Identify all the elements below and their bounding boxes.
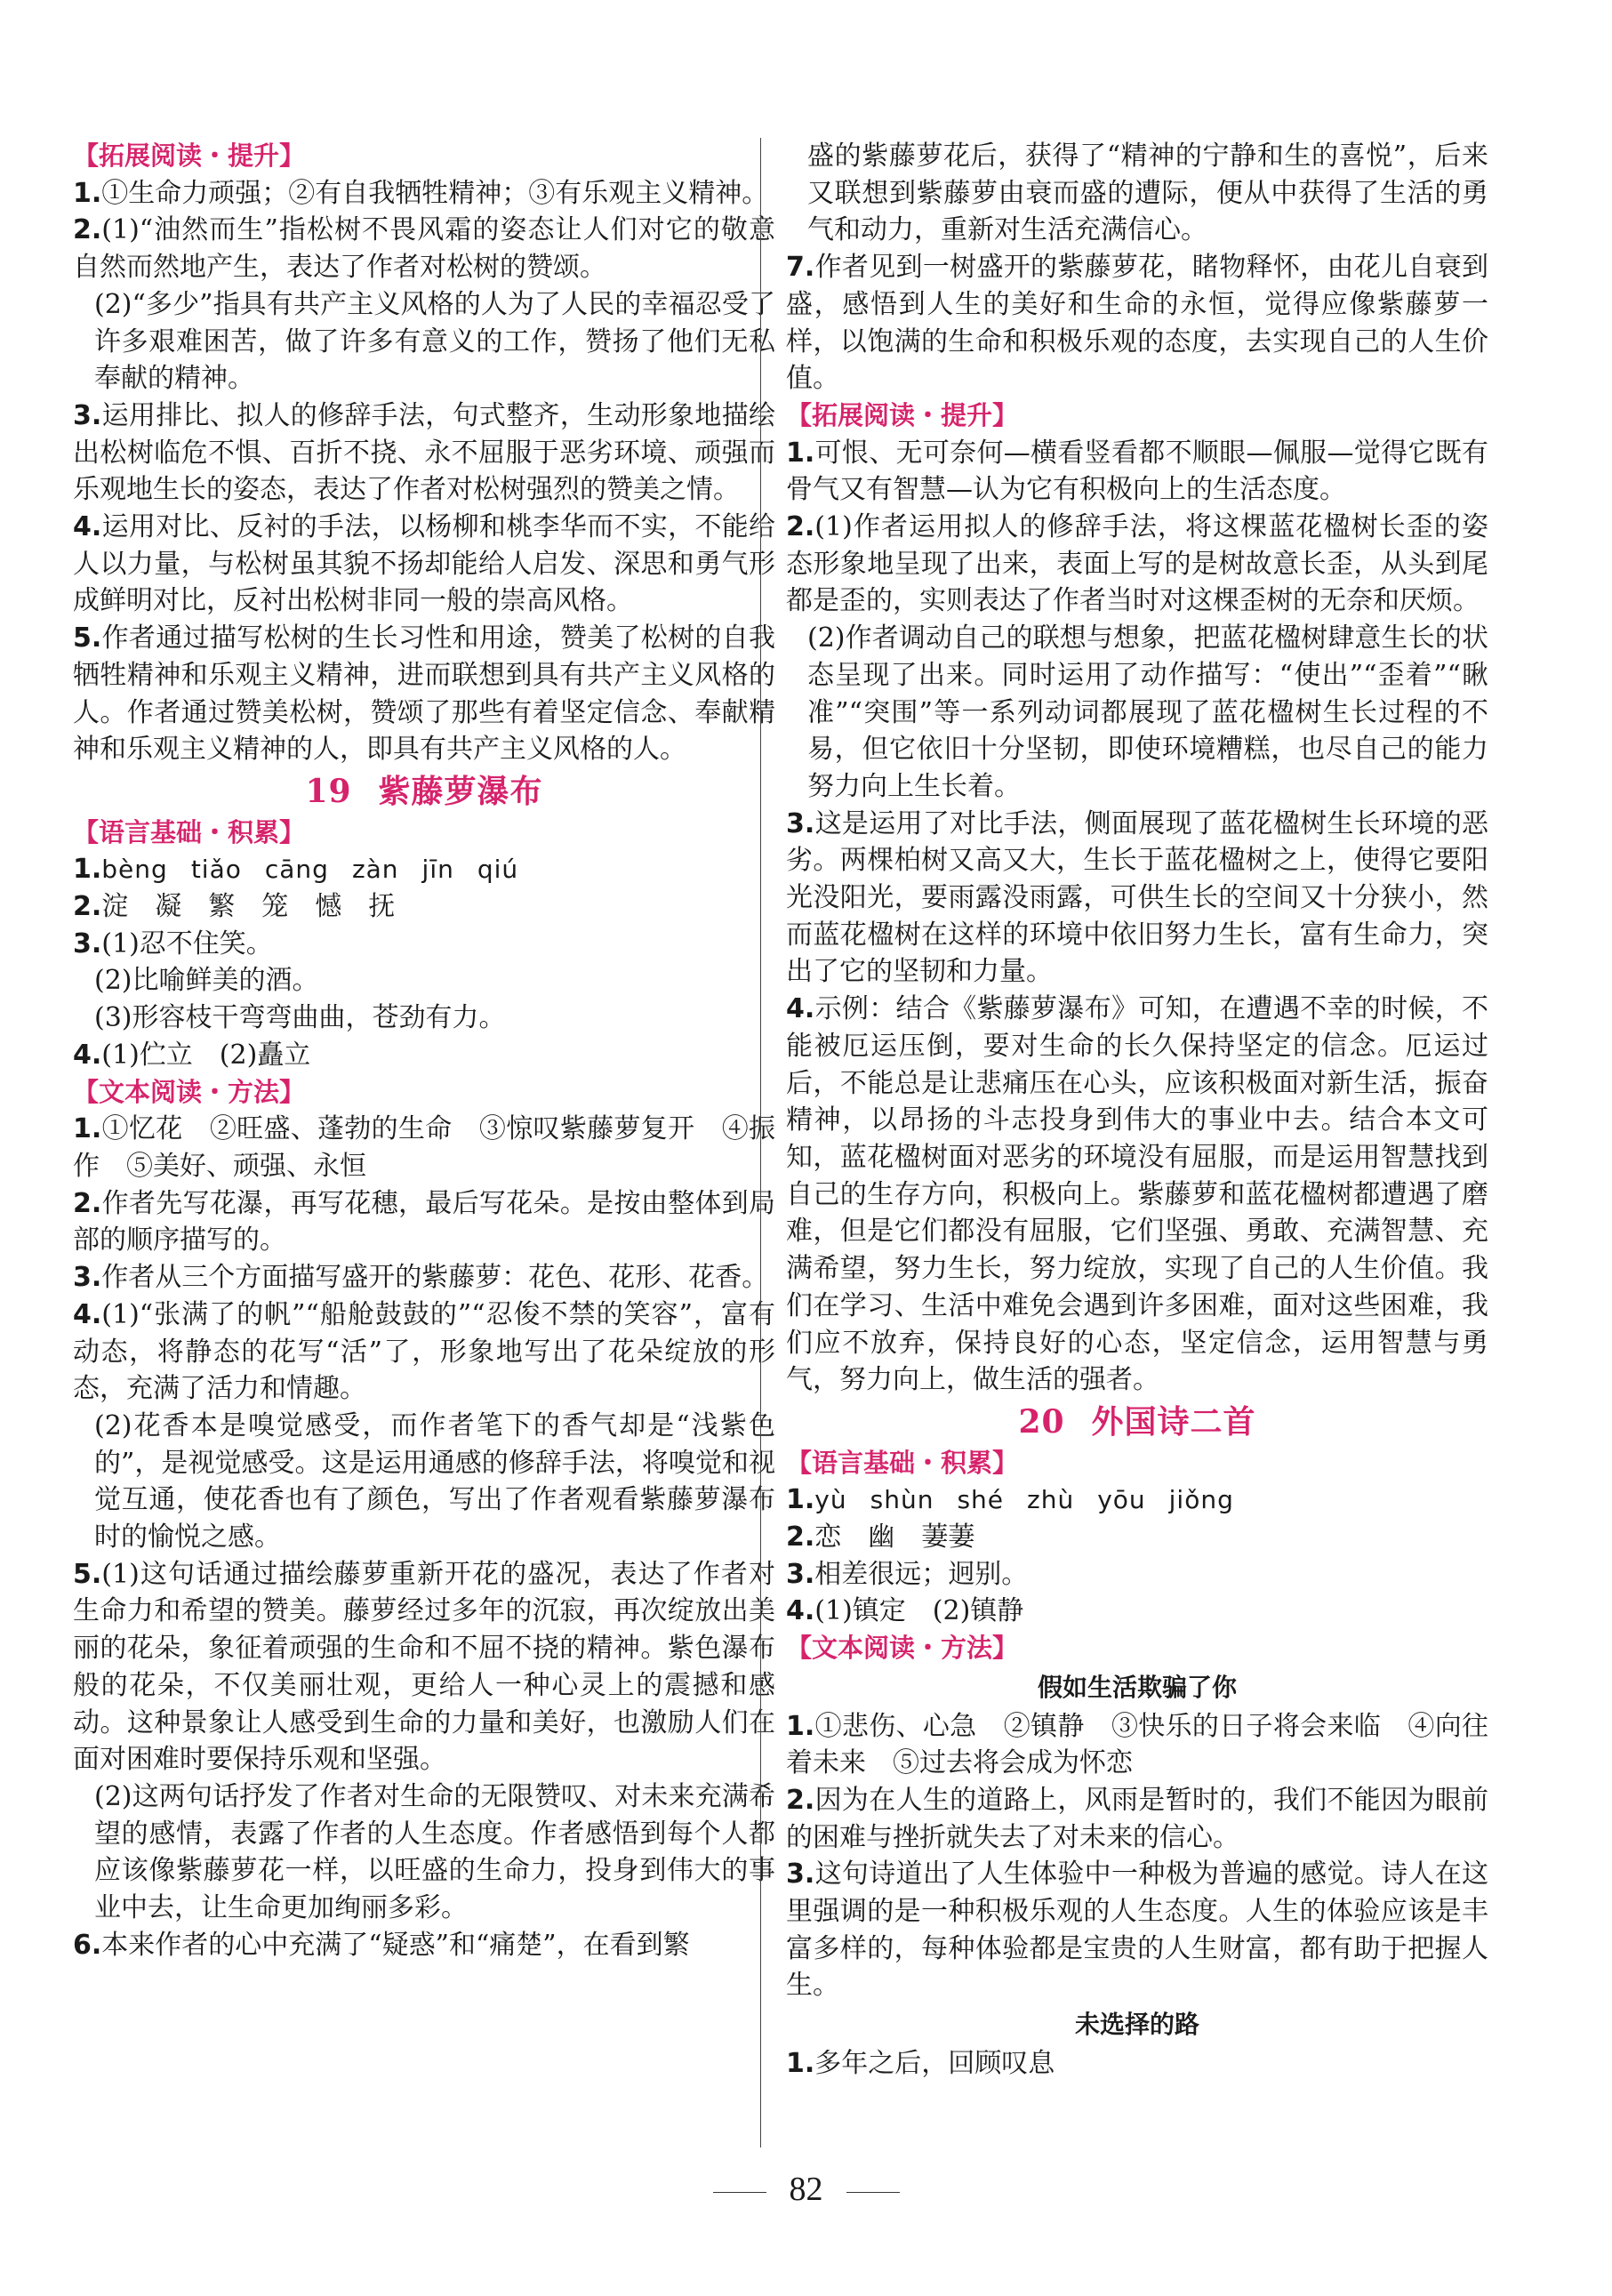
answer-text: 作者先写花瀑，再写花穗，最后写花朵。是按由整体到局部的顺序描写的。: [73, 1187, 775, 1256]
answer-item: [786, 991, 1488, 1399]
pinyin-syllable: qiú: [477, 855, 519, 885]
answer-item: [786, 620, 1488, 806]
question-number: 2.: [786, 511, 815, 543]
pinyin-syllable: yōu: [1097, 1485, 1146, 1515]
answer-text: 这句诗道出了人生体验中一种极为普遍的感觉。诗人在这里强调的是一种积极乐观的人生态度。人生的体验应该是丰富多样的，每种体验都是宝贵的人生财富，都有助于把握人生。: [786, 1858, 1488, 2002]
answer-text: 可恨、无可奈何—横看竖看都不顺眼—佩服—觉得它既有骨气又有智慧—认为它有积极向上的生活态度。: [786, 437, 1488, 506]
question-number: 3.: [786, 1858, 815, 1891]
answer-item: [786, 249, 1488, 397]
pinyin-syllable: yù: [814, 1485, 847, 1515]
lesson-number: 19: [305, 772, 352, 810]
section-header-text-reading: 【文本阅读・方法】: [73, 1076, 306, 1107]
pinyin-syllable: zàn: [351, 855, 399, 885]
answer-text: (2)这两句话抒发了作者对生命的无限赞叹、对未来充满希望的感情，表露了作者的人生态度。作者感悟到每个人都应该像紫藤萝花一样，以旺盛的生命力，投身到伟大的事业中去，让生命更加绚丽多彩。: [94, 1780, 775, 1924]
answer-text: (1)“油然而生”指松树不畏风霜的姿态让人们对它的敬意自然而然地产生，表达了作者对松树的赞颂。: [73, 214, 775, 284]
answer-item: [73, 175, 775, 213]
answer-list: [786, 1519, 1488, 1630]
question-number: 1.: [786, 1710, 815, 1742]
answer-item: [786, 509, 1488, 620]
pinyin-syllable: shé: [957, 1485, 1004, 1515]
answer-item: [786, 806, 1488, 991]
answer-item: [786, 1556, 1488, 1594]
answer-item: [73, 1927, 775, 1964]
question-number: 3.: [786, 807, 815, 839]
answer-text: 这是运用了对比手法，侧面展现了蓝花楹树生长环境的恶劣。两棵柏树又高又大，生长于蓝花楹树之上，使得它要阳光没阳光，要雨露没雨露，可供生长的空间又十分狭小，然而蓝花楹树在这样的环境中依旧努力生长，富有生命力，突出了它的坚韧和力量。: [786, 807, 1488, 988]
question-number: 4.: [73, 511, 102, 543]
answer-text: 作者见到一树盛开的紫藤萝花，睹物释怀，由花儿自衰到盛，感悟到人生的美好和生命的永恒，觉得应像紫藤萝一样，以饱满的生命和积极乐观的态度，去实现自己的人生价值。: [786, 252, 1488, 395]
answer-text: (2)比喻鲜美的酒。: [94, 965, 319, 997]
question-number: 1.: [786, 437, 815, 469]
answer-item: [786, 1519, 1488, 1556]
right-column: [786, 138, 1488, 2083]
answer-text: (1)这句话通过描绘藤萝重新开花的盛况，表达了作者对生命力和希望的赞美。藤萝经过多年的沉寂，再次绽放出美丽的花朵，象征着顽强的生命和不屈不挠的精神。紫色瀑布般的花朵，不仅美丽壮观，更给人一种心灵上的震撼和感动。这种景象让人感受到生命的力量和美好，也激励人们在面对困难时要保持乐观和坚强。: [73, 1558, 775, 1776]
pinyin-list: [814, 1485, 1257, 1514]
pinyin-answer: [73, 851, 775, 888]
section-header-text-reading: 【文本阅读・方法】: [786, 1633, 1019, 1664]
answer-item: [73, 212, 775, 285]
answer-text: (1)“张满了的帆”“船舱鼓鼓的”“忍俊不禁的笑容”，富有动态，将静态的花写“活”了，形象地写出了花朵绽放的形态，充满了活力和情趣。: [73, 1298, 775, 1405]
answer-list: [786, 2045, 1488, 2083]
answer-item: [73, 1297, 775, 1408]
question-number: 5.: [73, 1558, 102, 1590]
question-number: 2.: [786, 1784, 815, 1816]
pinyin-syllable: tiǎo: [190, 855, 242, 885]
answer-text: ①忆花 ②旺盛、蓬勃的生命 ③惊叹紫藤萝复开 ④振作 ⑤美好、顽强、永恒: [73, 1113, 775, 1182]
question-number: 3.: [73, 1262, 102, 1294]
question-number: 7.: [786, 252, 815, 284]
question-number: 4.: [786, 1595, 815, 1627]
pinyin-list: [101, 855, 541, 884]
answer-list: [73, 1111, 775, 1963]
answer-text: (1)作者运用拟人的修辞手法，将这棵蓝花楹树长歪的姿态形象地呈现了出来，表面上写的是树故意长歪，从头到尾都是歪的，实则表达了作者当时对这棵歪树的无奈和厌烦。: [786, 511, 1488, 617]
answer-list: [73, 175, 775, 768]
pinyin-syllable: shùn: [870, 1485, 934, 1515]
answer-text: 恋 幽 萋萋: [814, 1521, 975, 1553]
answer-text: (3)形容枝干弯弯曲曲，苍劲有力。: [94, 1002, 506, 1034]
pinyin-syllable: cāng: [264, 855, 329, 885]
lesson-name: 外国诗二首: [1091, 1402, 1256, 1441]
lesson-number: 20: [1018, 1402, 1065, 1441]
answer-item: [786, 435, 1488, 509]
page-footer: [0, 2170, 1612, 2209]
answer-text: 多年之后，回顾叹息: [814, 2047, 1055, 2079]
answer-text: ①生命力顽强；②有自我牺牲精神；③有乐观主义精神。: [101, 177, 769, 209]
answer-list: [73, 888, 775, 1074]
poem-title: 未选择的路: [1074, 2010, 1199, 2040]
lesson-name: 紫藤萝瀑布: [378, 772, 543, 810]
question-number: 1.: [786, 2047, 815, 2079]
question-number: 4.: [786, 993, 815, 1025]
question-number: 2.: [786, 1521, 815, 1553]
poem-title: 假如生活欺骗了你: [1037, 1672, 1237, 1702]
answer-text: (2)作者调动自己的联想与想象，把蓝花楹树肆意生长的状态呈现了出来。同时运用了动作描写：“使出”“歪着”“瞅准”“突围”等一系列动词都展现了蓝花楹树生长过程的不易，但它依旧十分坚韧，即使环境糟糕，也尽自己的能力努力向上生长着。: [807, 622, 1488, 802]
pinyin-syllable: zhù: [1027, 1485, 1075, 1515]
question-number: 1.: [786, 1484, 815, 1516]
section-header-language-basics: 【语言基础・积累】: [73, 816, 306, 847]
answer-item: [73, 1778, 775, 1927]
question-number: 3.: [786, 1558, 815, 1590]
answer-text: (1)忍不住笑。: [101, 927, 273, 959]
pinyin-syllable: bèng: [101, 855, 168, 885]
answer-item: [73, 1556, 775, 1778]
answer-list: [786, 138, 1488, 397]
question-number: 6.: [73, 1929, 102, 1961]
answer-item: [73, 1037, 775, 1074]
answer-item: [786, 1593, 1488, 1630]
question-number: 3.: [73, 399, 102, 431]
answer-text: 相差很远；迥别。: [814, 1558, 1029, 1590]
question-number: 4.: [73, 1039, 102, 1071]
answer-text: 因为在人生的道路上，风雨是暂时的，我们不能因为眼前的困难与挫折就失去了对未来的信心。: [786, 1784, 1488, 1853]
question-number: 1.: [73, 854, 102, 886]
answer-item: [786, 1856, 1488, 2004]
answer-item: [73, 286, 775, 397]
answer-item: [73, 1259, 775, 1297]
pinyin-answer: [786, 1481, 1488, 1519]
section-header-extended-reading: 【拓展阅读・提升】: [73, 140, 306, 171]
answer-item: [73, 999, 775, 1037]
answer-text: 盛的紫藤萝花后，获得了“精神的宁静和生的喜悦”，后来又联想到紫藤萝由衰而盛的遭际，便从中获得了生活的勇气和动力，重新对生活充满信心。: [807, 140, 1488, 246]
question-number: 2.: [73, 891, 102, 923]
answer-item: [786, 2045, 1488, 2083]
question-number: 1.: [73, 177, 102, 209]
answer-item: [786, 1708, 1488, 1782]
pinyin-syllable: jiǒng: [1168, 1485, 1234, 1515]
answer-item: [73, 926, 775, 963]
question-number: 1.: [73, 1113, 102, 1145]
answer-item: [786, 1782, 1488, 1856]
lesson-title-19: [73, 774, 775, 811]
answer-item: [786, 138, 1488, 249]
left-column: [73, 138, 775, 1963]
answer-text: 本来作者的心中充满了“疑惑”和“痛楚”，在看到繁: [101, 1929, 690, 1961]
answer-item: [73, 397, 775, 509]
answer-item: [73, 888, 775, 926]
answer-text: 淀 凝 繁 笼 憾 抚: [101, 891, 396, 923]
page-number: 82: [789, 2171, 823, 2208]
answer-text: 运用排比、拟人的修辞手法，句式整齐，生动形象地描绘出松树临危不惧、百折不挠、永不屈服于恶劣环境、顽强而乐观地生长的姿态，表达了作者对松树强烈的赞美之情。: [73, 399, 775, 506]
answer-list: [786, 1708, 1488, 2005]
answer-item: [73, 1111, 775, 1184]
answer-item: [73, 1185, 775, 1259]
answer-text: (2)“多少”指具有共产主义风格的人为了人民的幸福忍受了许多艰难困苦，做了许多有意义的工作，赞扬了他们无私奉献的精神。: [94, 288, 775, 395]
answer-item: [73, 509, 775, 620]
footer-dash: [713, 2192, 766, 2193]
question-number: 2.: [73, 214, 102, 246]
question-number: 3.: [73, 927, 102, 959]
answer-text: 作者从三个方面描写盛开的紫藤萝：花色、花形、花香。: [101, 1262, 769, 1294]
answer-text: 作者通过描写松树的生长习性和用途，赞美了松树的自我牺牲精神和乐观主义精神，进而联想到具有共产主义风格的人。作者通过赞美松树，赞颂了那些有着坚定信念、奉献精神和乐观主义精神的人，即具有共产主义风格的人。: [73, 622, 775, 766]
question-number: 2.: [73, 1187, 102, 1219]
answer-text: ①悲伤、心急 ②镇静 ③快乐的日子将会来临 ④向往着未来 ⑤过去将会成为怀恋: [786, 1710, 1488, 1779]
answer-text: (1)镇定 (2)镇静: [814, 1595, 1024, 1627]
answer-text: (2)花香本是嗅觉感受，而作者笔下的香气却是“浅紫色的”，是视觉感受。这是运用通感的修辞手法，将嗅觉和视觉互通，使花香也有了颜色，写出了作者观看紫藤萝瀑布时的愉悦之感。: [94, 1409, 775, 1553]
answer-item: [73, 962, 775, 999]
section-header-extended-reading: 【拓展阅读・提升】: [786, 399, 1019, 430]
answer-list: [786, 435, 1488, 1399]
lesson-title-20: [786, 1404, 1488, 1441]
column-divider: [760, 138, 761, 2147]
question-number: 5.: [73, 622, 102, 654]
footer-dash: [846, 2192, 900, 2193]
question-number: 4.: [73, 1298, 102, 1330]
pinyin-syllable: jīn: [421, 855, 454, 885]
answer-text: (1)伫立 (2)矗立: [101, 1039, 311, 1071]
answer-text: 示例：结合《紫藤萝瀑布》可知，在遭遇不幸的时候，不能被厄运压倒，要对生命的长久保持坚定的信念。厄运过后，不能总是让悲痛压在心头，应该积极面对新生活，振奋精神，以昂扬的斗志投身到伟大的事业中去。结合本文可知，蓝花楹树面对恶劣的环境没有屈服，而是运用智慧找到自己的生存方向，积极向上。紫藤萝和蓝花楹树都遭遇了磨难，但是它们都没有屈服，它们坚强、勇敢、充满智慧、充满希望，努力生长，努力绽放，实现了自己的人生价值。我们在学习、生活中难免会遇到许多困难，面对这些困难，我们应不放弃，保持良好的心态，坚定信念，运用智慧与勇气，努力向上，做生活的强者。: [786, 993, 1488, 1396]
answer-text: 运用对比、反衬的手法，以杨柳和桃李华而不实，不能给人以力量，与松树虽其貌不扬却能给人启发、深思和勇气形成鲜明对比，反衬出松树非同一般的崇高风格。: [73, 511, 775, 617]
answer-item: [73, 1408, 775, 1556]
section-header-language-basics: 【语言基础・积累】: [786, 1447, 1019, 1478]
answer-item: [73, 620, 775, 768]
